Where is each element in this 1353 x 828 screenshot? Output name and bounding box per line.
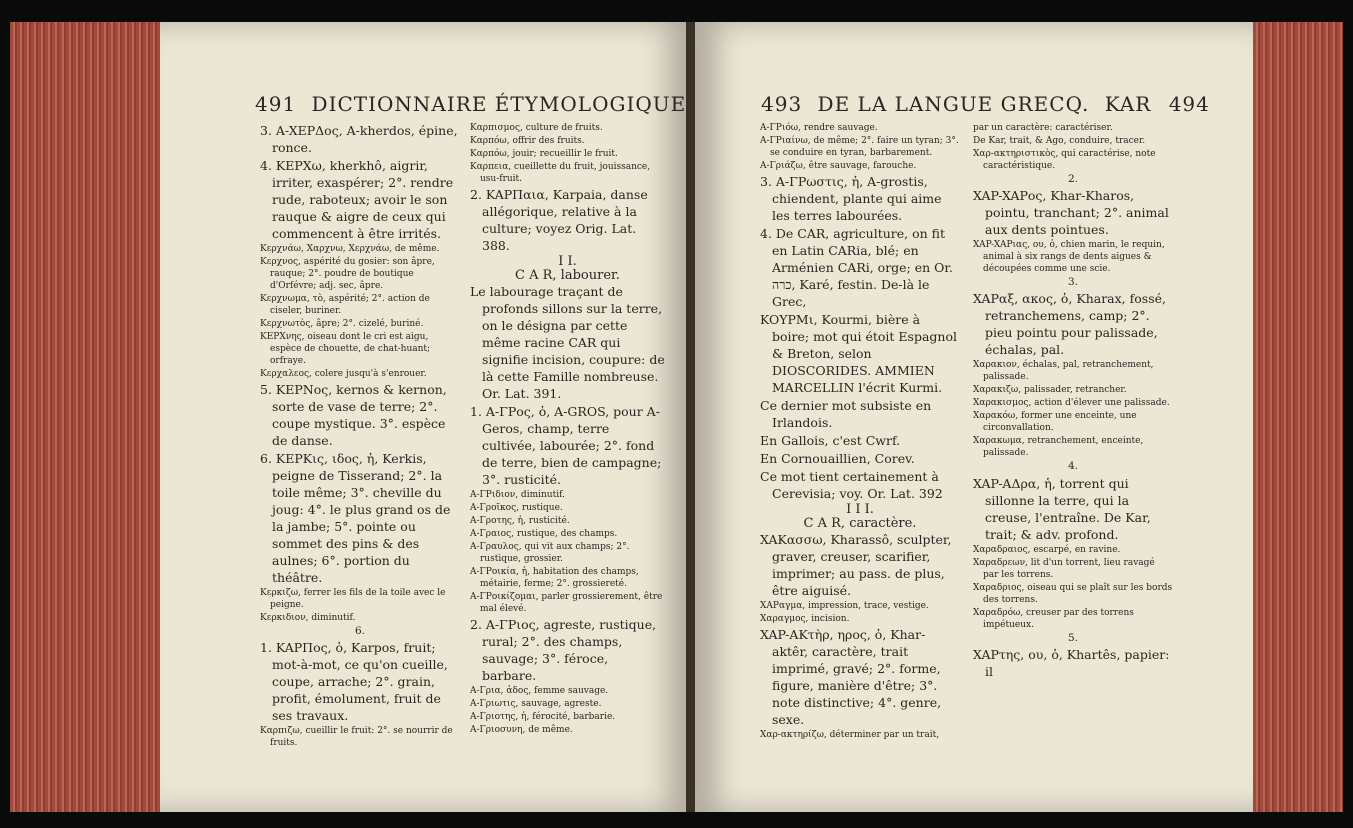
entry-paragraph: En Gallois, c'est Cwrf. [760,433,901,448]
entry-paragraph: Κερχνωτὸς, âpre; 2°. cizelé, buriné. [260,319,424,329]
entry-paragraph: I I I. [846,502,874,517]
entry-paragraph: 5. [1067,631,1079,644]
entry-paragraph: 4. KEPXω, kherkhô, aigrir, irriter, exaspérer; 2°. rendre rude, raboteux; avoir le son rauque & aigre de ceux qui commencent à être irrités. [260,158,454,241]
entry-paragraph: 6. [354,625,366,637]
entry-paragraph: Α-Γρια, ἀδος, femme sauvage. [470,686,609,697]
entry-paragraph: 2. A-ΓΡιος, agreste, rustique, rural; 2°. des champs, sauvage; 3°. féroce, barbare. [470,617,657,684]
left-page-edges [10,22,160,812]
entry-paragraph: XAPαξ, ακος, ὁ, Kharax, fossé, retranchemens, camp; 2°. pieu pointu pour palissade, échalas, pal. [973,291,1166,358]
entry-paragraph: En Cornouaillien, Corev. [760,451,915,466]
right-page-number-2: 494 [1168,92,1210,116]
entry-paragraph: Κερχνάω, Χαρχνω, Χερχνάω, de même. [260,244,440,254]
entry-paragraph: Α-Γριάζω, être sauvage, farouche. [760,161,917,171]
entry-paragraph: Α-Γριωτις, sauvage, agreste. [470,699,602,710]
entry-paragraph: 4. De CAR, agriculture, on fit en Latin CARia, blé; en Arménien CARi, orge; en Or. כרה, Karé, festin. De-là le Grec, [760,226,953,309]
entry-paragraph: Κερκιδιον, diminutif. [260,613,356,623]
entry-paragraph: 1. A-ΓΡος, ὁ, A-GROS, pour A-Geros, champ, terre cultivée, labourée; 2°. fond de terre, bien de campagne; 3°. rusticité. [470,404,662,488]
entry-paragraph: C A R, caractère. [803,516,917,532]
entry-paragraph: Χαρ-ακτηρίζω, déterminer par un trait, [760,730,940,741]
entry-paragraph: Le labourage traçant de profonds sillons sur la terre, on le désigna par cette même racine CAR qui signifie incision, coupure: de là cette Famille nombreuse. Or. Lat. 391. [470,284,665,402]
entry-paragraph: Κερχνος, aspérité du gosier: son âpre, rauque; 2°. poudre de boutique d'Orfévre; adj. sec, âpre. [260,257,435,291]
entry-paragraph: KEPXνης, oiseau dont le cri est aigu, espèce de chouette, de chat-huant; orfraye. [260,332,431,366]
entry-paragraph: Α-ΓΡοικία, ἡ, habitation des champs, métairie, ferme; 2°. grossiereté. [470,567,639,590]
entry-paragraph: Α-Γραιος, rustique, des champs. [470,529,618,540]
entry-paragraph: XAP-AKτὴρ, ηρος, ὁ, Khar-aktêr, caractère, trait imprimé, gravé; 2°. forme, figure, manière d'être; 3°. note distinctive; 4°. genre, sexe. [760,627,942,728]
entry-paragraph: Α-ΓΡιόω, rendre sauvage. [760,123,878,133]
entry-paragraph: Καρπόω, offrir des fruits. [470,136,585,146]
entry-paragraph: ΧΑΡαγμα, impression, trace, vestige. [760,601,929,612]
entry-paragraph: Καρπόω, jouir; recueillir le fruit. [470,149,618,159]
open-book [10,22,1343,812]
entry-paragraph: XAP-AΔρα, ἡ, torrent qui sillonne la terre, qui la creuse, l'entraîne. De Kar, trait; & adv. profond. [973,475,1151,542]
entry-paragraph: XAP-XAPος, Khar-Kharos, pointu, tranchant; 2°. animal aux dents pointues. [973,188,1169,238]
entry-paragraph: I I. [558,254,577,269]
entry-paragraph: XAKασσω, Kharassô, sculpter, graver, creuser, scarifier, imprimer; au pass. de plus, être aiguisé. [760,532,952,599]
entry-paragraph: Χαρακωμα, retranchement, enceinte, palissade. [973,436,1144,459]
right-page [695,22,1253,812]
entry-paragraph: 3. [1067,276,1079,289]
right-running-header [761,92,1210,116]
right-page-edges [1253,22,1343,812]
left-running-header [255,92,745,116]
entry-paragraph: Καρπισμος, culture de fruits. [470,123,603,133]
entry-paragraph: Χαραδρόω, creuser par des torrens impétueux. [973,607,1134,630]
entry-paragraph: 3. A-ΓΡωστις, ἡ, A-grostis, chiendent, plante qui aime les terres labourées. [760,174,942,223]
entry-paragraph: Χαρακόω, former une enceinte, une circonvallation. [973,411,1137,434]
entry-paragraph: Α-Γριοτης, ἡ, férocité, barbarie. [470,712,616,723]
entry-paragraph: 2. KAPΠαια, Karpaia, danse allégorique, relative à la culture; voyez Orig. Lat. 388. [470,187,648,253]
entry-paragraph: Κερχνωμα, τὸ, aspérité; 2°. action de ciseler, buriner. [260,294,430,316]
entry-paragraph: 4. [1067,460,1079,473]
left-page-number: 491 [255,92,297,116]
right-header-root: KAR [1104,92,1152,116]
left-page [160,22,690,812]
entry-paragraph: XAP-XAPιας, ου, ὁ, chien marin, le requin, animal à six rangs de dents aigues & découpées comme une scie. [973,240,1165,275]
entry-paragraph: Χαραδρεων, lit d'un torrent, lieu ravagé par les torrens. [973,557,1155,580]
entry-paragraph: 6. KEPKις, ιδος, ἡ, Kerkis, peigne de Tisserand; 2°. la toile même; 3°. cheville du joug: 4°. le plus grand os de la jambe; 5°. pointe ou sommet des pins & des aulnes; 6°. portion du théâtre. [260,451,451,585]
left-column-1 [260,122,460,750]
entry-paragraph: Καρπεια, cueillette du fruit, jouissance, usu-fruit. [470,162,651,184]
entry-paragraph: 2. [1067,173,1079,185]
entry-paragraph: Α-Γροῖκος, rustique. [470,503,563,514]
entry-paragraph: Α-Γραυλος, qui vit aux champs; 2°. rustique, grossier. [470,542,630,565]
left-header-title: DICTIONNAIRE ÉTYMOLOGIQUE [311,92,687,116]
entry-paragraph: Κερχαλεος, colere jusqu'à s'enrouer. [260,369,427,379]
entry-paragraph: par un caractère: caractériser. [973,123,1113,133]
entry-paragraph: Καρπιζω, cueillir le fruit: 2°. se nourrir de fruits. [260,726,453,749]
entry-paragraph: Α-Γροτης, ἡ, rusticité. [470,516,570,527]
entry-paragraph: Κερκιζω, ferrer les fils de la toile avec le peigne. [260,588,446,610]
entry-paragraph: Χαρ-ακτηριστικὸς, qui caractérise, note caractéristique. [973,149,1156,171]
entry-paragraph: Ce mot tient certainement à Cerevisia; voy. Or. Lat. 392 [760,469,943,501]
right-header-title: DE LA LANGUE GRECQ. [817,92,1090,116]
entry-paragraph: C A R, labourer. [515,268,620,284]
entry-paragraph: Χαραδριος, oiseau qui se plaît sur les bords des torrens. [973,582,1173,605]
entry-paragraph: Χαραγμος, incision. [760,614,850,625]
entry-paragraph: De Kar, trait, & Ago, conduire, tracer. [973,136,1146,146]
entry-paragraph: KOYPMι, Kourmi, bière à boire; mot qui étoit Espagnol & Breton, selon DIOSCORIDES. AMMIEN MARCELLIN l'écrit Kurmi. [760,312,957,395]
entry-paragraph: Α-Γριοσυνη, de même. [470,725,573,736]
entry-paragraph: Χαρακιζω, palissader, retrancher. [973,385,1127,396]
entry-paragraph: Ce dernier mot subsiste en Irlandois. [760,398,932,430]
right-column-2 [973,122,1173,681]
entry-paragraph: Χαρακιον, échalas, pal, retranchement, palissade. [973,360,1154,383]
right-page-number: 493 [761,92,803,116]
entry-paragraph: XAPτης, ου, ὁ, Khartês, papier: il [973,646,1170,679]
left-column-2 [470,122,665,737]
right-column-1 [760,122,960,742]
entry-paragraph: Α-ΓΡιδιον, diminutif. [470,490,565,501]
entry-paragraph: 5. KEPNος, kernos & kernon, sorte de vase de terre; 2°. coupe mystique. 3°. espèce de danse. [260,382,447,448]
entry-paragraph: Χαραδραιος, escarpé, en ravine. [973,544,1121,555]
entry-paragraph: Α-ΓΡοικίζομαι, parler grossierement, être mal élevé. [470,592,663,615]
entry-paragraph: Α-ΓΡιαίνω, de même; 2°. faire un tyran; 3°. se conduire en tyran, barbarement. [760,136,959,158]
entry-paragraph: 1. KAPΠος, ὁ, Karpos, fruit; mot-à-mot, ce qu'on cueille, coupe, arrache; 2°. grain, profit, émolument, fruit de ses travaux. [260,640,448,724]
entry-paragraph: 3. A-XEPΔος, A-kherdos, épine, ronce. [260,123,458,155]
entry-paragraph: Χαρακισμος, action d'élever une palissade. [973,398,1170,409]
